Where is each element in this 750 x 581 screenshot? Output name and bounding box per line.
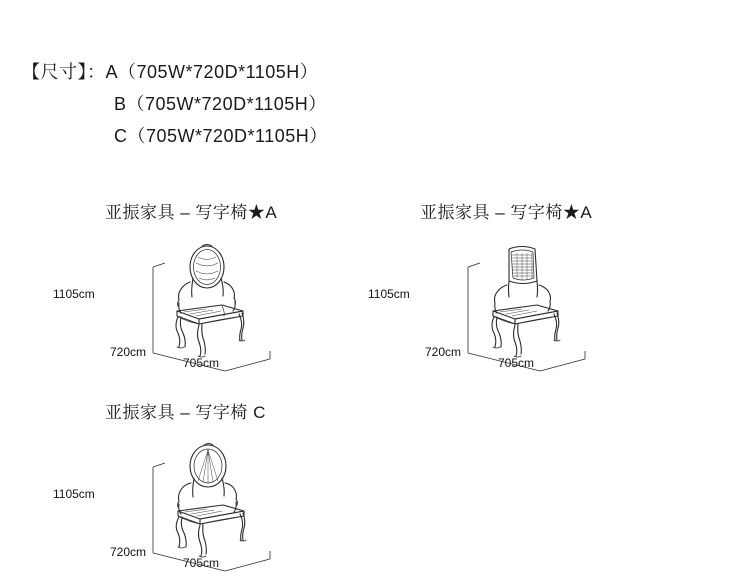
spec-line-c bbox=[22, 120, 328, 152]
depth-dimension-label: 720cm bbox=[425, 345, 462, 359]
depth-dimension-label: 720cm bbox=[110, 545, 147, 559]
figure-title: 亚振家具 – 写字椅★A bbox=[105, 203, 278, 222]
figure-body bbox=[53, 441, 315, 581]
spec-code-c: C bbox=[114, 126, 128, 146]
figure-body bbox=[53, 241, 315, 381]
spec-line-b bbox=[22, 88, 328, 120]
spec-value-a: （705W*720D*1105H） bbox=[118, 62, 319, 82]
spec-line-a bbox=[22, 56, 328, 88]
height-dimension-label: 1105cm bbox=[53, 287, 95, 301]
product-figure-c bbox=[53, 398, 315, 581]
width-dimension-label: 705cm bbox=[498, 356, 535, 370]
dimension-guides bbox=[105, 441, 315, 581]
height-dimension-label: 1105cm bbox=[53, 487, 95, 501]
width-dimension-label: 705cm bbox=[183, 356, 220, 370]
dimension-spec-block bbox=[22, 56, 328, 152]
figure-title: 亚振家具 – 写字椅★A bbox=[420, 203, 593, 222]
product-figure-a1 bbox=[53, 198, 315, 381]
spec-code-b: B bbox=[114, 94, 127, 114]
product-figure-a2 bbox=[368, 198, 630, 381]
depth-dimension-label: 720cm bbox=[110, 345, 147, 359]
spec-label: 【尺寸】： bbox=[22, 62, 106, 82]
width-dimension-label: 705cm bbox=[183, 556, 220, 570]
figure-body bbox=[368, 241, 630, 381]
spec-code-a: A bbox=[105, 62, 119, 82]
spec-value-c: （705W*720D*1105H） bbox=[127, 126, 328, 146]
spec-value-b: （705W*720D*1105H） bbox=[126, 94, 327, 114]
dimension-guides bbox=[420, 241, 630, 381]
dimension-guides bbox=[105, 241, 315, 381]
figure-title: 亚振家具 – 写字椅 C bbox=[105, 403, 266, 422]
height-dimension-label: 1105cm bbox=[368, 287, 410, 301]
